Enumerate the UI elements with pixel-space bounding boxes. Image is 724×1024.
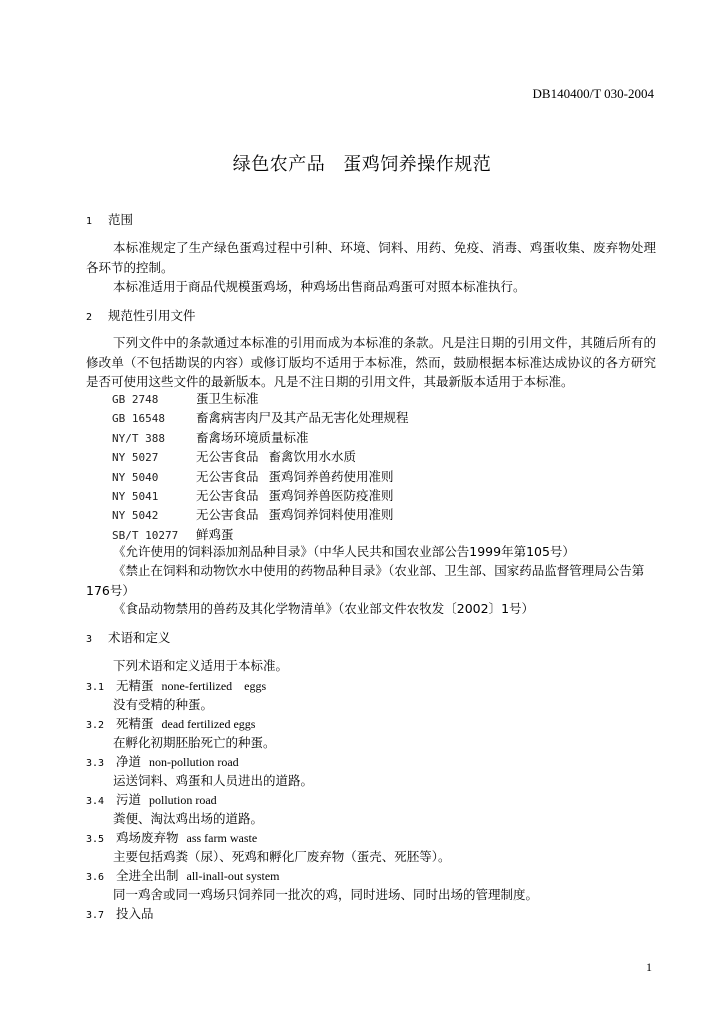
- term-3-5-definition: 主要包括鸡粪（尿）、死鸡和孵化厂废弃物（蛋壳、死胚等）。: [113, 849, 451, 864]
- reference-name: 无公害食品 蛋鸡饲养兽医防疫准则: [196, 487, 394, 503]
- catalog-reference-1: 《允许使用的饲料添加剂品种目录》（中华人民共和国农业部公告1999年第105号）: [113, 544, 575, 559]
- section-title: 术语和定义: [108, 630, 171, 645]
- section-number: 3: [86, 634, 93, 645]
- title-part2: 蛋鸡饲养操作规范: [343, 154, 492, 175]
- section-number: 2: [86, 312, 93, 323]
- reference-code: NY/T 388: [112, 431, 165, 445]
- document-title: [0, 150, 724, 176]
- reference-code: GB 16548: [112, 412, 165, 426]
- term-3-1: 3.1 无精蛋 none-fertilized eggs: [86, 678, 267, 693]
- term-3-4: 3.4 污道 pollution road: [86, 792, 217, 807]
- term-3-6-definition: 同一鸡舍或同一鸡场只饲养同一批次的鸡，同时进场、同时出场的管理制度。: [113, 887, 539, 902]
- term-3-1-definition: 没有受精的种蛋。: [113, 697, 214, 712]
- reference-code: NY 5042: [112, 509, 159, 523]
- term-3-6: 3.6 全进全出制 all-inall-out system: [86, 868, 280, 883]
- reference-name: 鲜鸡蛋: [196, 526, 234, 542]
- reference-name: 无公害食品 蛋鸡饲养饲料使用准则: [196, 507, 394, 523]
- section-2-heading: [86, 306, 196, 324]
- term-3-3-definition: 运送饲料、鸡蛋和人员进出的道路。: [113, 773, 314, 788]
- reference-item: [112, 486, 409, 505]
- term-3-3: 3.3 净道 non-pollution road: [86, 754, 239, 769]
- term-3-5: 3.5 鸡场废弃物 ass farm waste: [86, 830, 258, 845]
- reference-name: 畜禽病害肉尸及其产品无害化处理规程: [196, 410, 409, 426]
- section-number: 1: [86, 216, 93, 227]
- reference-item: [112, 428, 409, 447]
- reference-item: [112, 447, 409, 466]
- reference-item: [112, 505, 409, 524]
- section-1-paragraph-1: 本标准规定了生产绿色蛋鸡过程中引种、环境、饲料、用药、免疫、消毒、鸡蛋收集、废弃物处理各环节的控制。: [86, 240, 656, 275]
- term-3-4-definition: 粪便、淘汰鸡出场的道路。: [113, 811, 264, 826]
- reference-code: NY 5041: [112, 489, 159, 503]
- section-3-heading: [86, 628, 171, 646]
- term-3-7: 3.7 投入品: [86, 906, 154, 921]
- reference-item: [112, 389, 409, 408]
- reference-code: SB/T 10277: [112, 528, 179, 542]
- reference-name: 畜禽场环境质量标准: [196, 429, 309, 445]
- section-title: 范围: [108, 212, 134, 227]
- section-3-intro: 下列术语和定义适用于本标准。: [113, 658, 289, 673]
- reference-code: GB 2748: [112, 393, 159, 406]
- reference-name: 蛋卫生标准: [196, 391, 259, 406]
- term-3-2: 3.2 死精蛋 dead fertilized eggs: [86, 716, 256, 731]
- title-part1: 绿色农产品: [232, 154, 326, 175]
- catalog-reference-2: 《禁止在饲料和动物饮水中使用的药物品种目录》（农业部、卫生部、国家药品监督管理局公告第176号）: [86, 563, 645, 598]
- section-1-heading: [86, 210, 133, 228]
- reference-item: [112, 467, 409, 486]
- section-2-intro: 下列文件中的条款通过本标准的引用而成为本标准的条款。凡是注日期的引用文件，其随后所有的修改单（不包括勘误的内容）或修订版均不适用于本标准，然而，鼓励根据本标准达成协议的各方研究是否可使用这些文件的最新版本。凡是不注日期的引用文件，其最新版本适用于本标准。: [86, 335, 656, 389]
- reference-name: 无公害食品 蛋鸡饲养兽药使用准则: [196, 468, 394, 484]
- section-1-paragraph-2: 本标准适用于商品代规模蛋鸡场，种鸡场出售商品鸡蛋可对照本标准执行。: [113, 279, 526, 294]
- catalog-reference-3: 《食品动物禁用的兽药及其化学物清单》（农业部文件农牧发〔2002〕1号）: [113, 601, 535, 616]
- reference-name: 无公害食品 畜禽饮用水水质: [196, 449, 357, 465]
- section-title: 规范性引用文件: [108, 308, 196, 323]
- reference-code: NY 5040: [112, 470, 159, 484]
- reference-list: [112, 389, 409, 544]
- standard-code: DB140400/T 030-2004: [532, 86, 654, 101]
- term-3-2-definition: 在孵化初期胚胎死亡的种蛋。: [113, 735, 276, 750]
- reference-code: NY 5027: [112, 451, 159, 465]
- page-number: 1: [646, 960, 652, 974]
- reference-item: [112, 408, 409, 427]
